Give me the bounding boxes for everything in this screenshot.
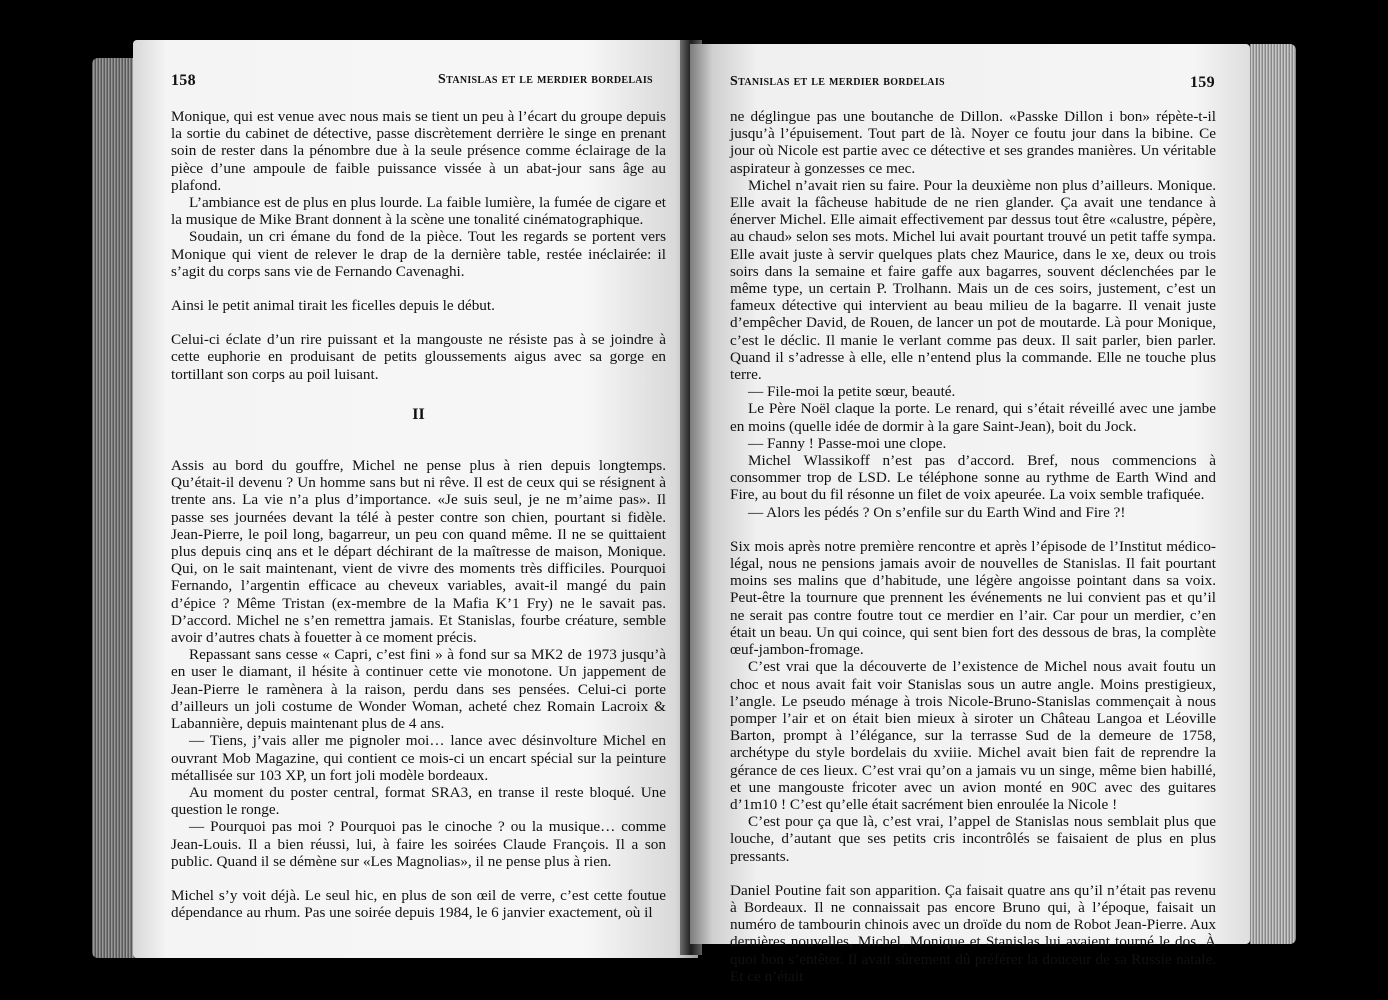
paragraph: Michel n’avait rien su faire. Pour la deuxième non plus d’ailleurs. Monique. Elle avait la fâcheuse habitude de ne rien glander. Ça avait une tendance à énerver Michel. Elle aimait effectivement par dessus tout être «calustre, pépère, au chaud» selon ses mots. Michel lui avait pourtant trouvé un petit taffe sympa. Elle avait juste à servir quelques plats chez Maurice, dans le xe, deux ou trois soirs dans la semaine et faire gaffe aux bagarres, souvent déclenchées par le même type, un certain P. Trolhann. Mais un de ces soirs, justement, c’est un fameux détective qui intervient au beau milieu de la bagarre. Il venait juste d’empêcher David, de Rouen, de lancer un pot de moutarde. Là pour Monique, c’est le déclic. Il manie le verlant comme pas deux. Il sait parler, bien parler. Quand il s’adresse à elle, elle n’entend plus la commande. Elle ne touche plus terre. [730, 176, 1216, 384]
left-page-edges [92, 58, 138, 958]
right-page-body [730, 108, 1216, 985]
right-page-edges [1250, 44, 1296, 944]
paragraph: Six mois après notre première rencontre et après l’épisode de l’Institut médico-légal, nous ne pensions jamais avoir de nouvelles de Stanislas. Il fait pourtant moins ses malins que d’habitude, une légère angoisse pointant dans sa voix. Peut-être la tournure que prennent les événements ne lui convient pas et qu’il ne serait pas contre foutre tout ce merdier en l’air. Car pour un merdier, c’en était un beau. Un qui coince, qui sent bien fort des dessous de bras, la complète œuf-jambon-fromage. [730, 537, 1216, 659]
paragraph: — Pourquoi pas moi ? Pourquoi pas le cinoche ? ou la musique… comme Jean-Louis. Il a bien réussi, lui, à faire les soirées Claude François. Il a son public. Quand il se démène sur «Les Magnolias», il ne pense plus à rien. [171, 818, 666, 870]
paragraph: Michel s’y voit déjà. Le seul hic, en plus de son œil de verre, c’est cette foutue dépendance au rhum. Pas une soirée depuis 1984, le 6 janvier exactement, où il [171, 886, 666, 922]
right-page [690, 44, 1250, 985]
paragraph: — File-moi la petite sœur, beauté. [748, 383, 956, 401]
left-page [133, 40, 698, 958]
paragraph: L’ambiance est de plus en plus lourde. La faible lumière, la fumée de cigare et la musique de Mike Brant donnent à la scène une tonalité cinématographique. [171, 194, 666, 229]
paragraph: Celui-ci éclate d’un rire puissant et la mangouste ne résiste pas à se joindre à cette euphorie en produisant de petits gloussements aigus avec sa gorge en tortillant son corps au poil luisant. [171, 331, 666, 383]
paragraph: Le Père Noël claque la porte. Le renard, qui s’était réveillé avec une jambe en moins (quelle idée de dormir à la gare Saint-Jean), boit du Jock. [730, 400, 1216, 435]
paragraph: Soudain, un cri émane du fond de la pièce. Tout les regards se portent vers Monique qui vient de relever le drap de la dernière table, restée inéclairée: il s’agit du corps sans vie de Fernando Cavenaghi. [171, 228, 666, 280]
left-running-head: Stanislas et le merdier bordelais [438, 72, 653, 87]
right-running-head: Stanislas et le merdier bordelais [730, 74, 945, 89]
left-page-body [171, 108, 666, 921]
paragraph: Au moment du poster central, format SRA3, en transe il reste bloqué. Une question le ronge. [171, 783, 666, 819]
paragraph: Monique, qui est venue avec nous mais se tient un peu à l’écart du groupe depuis la sortie du cabinet de détective, passe discrètement derrière le singe en prenant soin de rester dans la pénombre due à la seule présence comme éclairage de la pièce d’une ampoule de faible puissance vissée à un abat-jour sans âge au plafond. [171, 108, 666, 194]
paragraph: — Fanny ! Passe-moi une clope. [748, 434, 947, 452]
right-page-number: 159 [1190, 74, 1215, 91]
paragraph: ne déglingue pas une boutanche de Dillon. «Passke Dillon i bon» répète-t-il jusqu’à l’épuisement. Tout part de là. Noyer ce foutu jour dans la bibine. Ce jour où Nicole est partie avec ce détective et ses grandes manières. Un véritable aspirateur à gonzesses ce mec. [730, 108, 1216, 177]
paragraph: Repassant sans cesse « Capri, c’est fini » à fond sur sa MK2 de 1973 jusqu’à en user le diamant, il hésite à continuer cette vie monotone. Un jappement de Jean-Pierre le ramènera à la raison, perdu dans ses pensées. Celui-ci porte d’ailleurs un joli costume de Wonder Woman, acheté chez Romain Lacroix & Labannière, depuis maintenant plus de 4 ans. [171, 646, 666, 733]
section-title: II [412, 405, 425, 423]
paragraph: C’est pour ça que là, c’est vrai, l’appel de Stanislas nous semblait plus que louche, d’autant que ses petits cris incontrôlés se faisaient de plus en plus pressants. [730, 813, 1216, 865]
left-page-number: 158 [171, 72, 196, 89]
paragraph: — Alors les pédés ? On s’enfile sur du Earth Wind and Fire ?! [748, 503, 1126, 521]
paragraph: Ainsi le petit animal tirait les ficelles depuis le début. [171, 297, 495, 315]
paragraph: Assis au bord du gouffre, Michel ne pense plus à rien depuis longtemps. Qu’était-il devenu ? Un homme sans but ni rêve. Il est de ceux qui se résignent à trente ans. La vie n’a plus d’importance. «Je suis seul, je ne m’aime pas». Il passe ses journées devant la télé à pester contre son chien, pourtant si fidèle. Jean-Pierre, le poil long, bagarreur, un peu con quand même. Il ne se quittaient plus depuis cinq ans et le départ déchirant de la maîtresse de maison, Monique. Qui, on le sait maintenant, vient de vivre des moments très difficiles. Pourquoi Fernando, l’argentin efficace au cheveux variables, avait-il mangé du pain d’épice ? Même Tristan (ex-membre de la Mafia K’1 Fry) ne le savait pas. D’accord. Michel ne s’en remettra jamais. Et Stanislas, fourbe créature, semble avoir d’autres chats à fouetter à ce moment précis. [171, 457, 666, 647]
paragraph: C’est vrai que la découverte de l’existence de Michel nous avait foutu un choc et nous avait fait voir Stanislas sous un autre angle. Moins prestigieux, l’angle. Le pseudo ménage à trois Nicole-Bruno-Stanislas commençait à nous pomper l’air et on était bien mieux à siroter un Château Langoa et Léoville Barton, prompt à l’élégance, sur la terrasse Sud de la demeure de 1758, archétype du style bordelais du xviiie. Michel avait bien fait de reprendre la gérance de ces lieux. C’est vrai qu’on a jamais vu un singe, même bien habillé, et une mangouste fricoter avec un avion monté en 90C avec des guitares d’1m10 ! C’est qu’elle était sacrément bien enroulée la Nicole ! [730, 658, 1216, 813]
paragraph: — Tiens, j’vais aller me pignoler moi… lance avec désinvolture Michel en ouvrant Mob Magazine, qui contient ce mois-ci un encart spécial sur la peinture métallisée sur 103 XP, un fort joli modèle bordeaux. [171, 732, 666, 784]
paragraph: Daniel Poutine fait son apparition. Ça faisait quatre ans qu’il n’était pas revenu à Bordeaux. Il ne connaissait pas encore Bruno qui, à l’époque, faisait un numéro de tambourin chinois avec un droïde du nom de Robot Jean-Pierre. Aux dernières nouvelles, Michel, Monique et Stanislas lui avaient tourné le dos. À quoi bon s’entêter. Il avait sûrement dû préférer la douceur de sa Russie natale. Et ce n’était [730, 881, 1216, 985]
paragraph: Michel Wlassikoff n’est pas d’accord. Bref, nous commencions à consommer trop de LSD. Le téléphone sonne au rythme de Earth Wind and Fire, au bout du fil résonne un filet de voix apeurée. La voix semble trafiquée. [730, 452, 1216, 504]
